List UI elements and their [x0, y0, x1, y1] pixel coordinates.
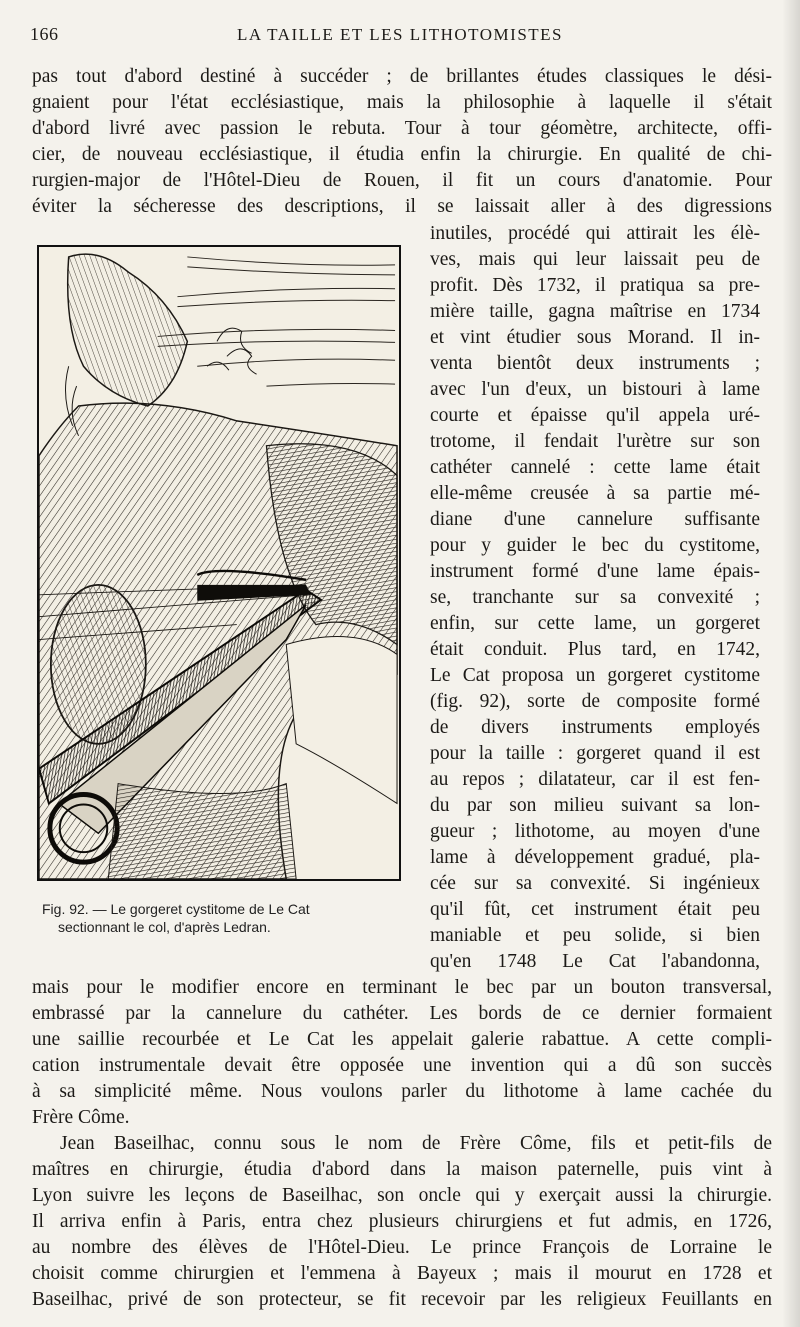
text-line: à sa simplicité même. Nous voulons parler du lithotome à lame cachée du — [32, 1081, 772, 1102]
text-line: inutiles, procédé qui attirait les élè- — [430, 223, 760, 244]
text-line: qu'en 1748 Le Cat l'abandonna, — [430, 951, 760, 972]
text-line: trotome, il fendait l'urètre sur son — [430, 431, 760, 452]
text-line: se, tranchante sur sa convexité ; — [430, 587, 760, 608]
text-line: Frère Côme. — [32, 1107, 130, 1128]
text-line: instrument formé d'une lame épais- — [430, 561, 760, 582]
text-line: enfin, sur cette lame, un gorgeret — [430, 613, 760, 634]
figure-caption — [42, 900, 402, 936]
text-line: maîtres en chirurgie, étudia d'abord dans la maison paternelle, puis vint à — [32, 1159, 772, 1180]
running-title: LA TAILLE ET LES LITHOTOMISTES — [236, 25, 563, 44]
text-line: une saillie recourbée et Le Cat les appelait galerie rabattue. A cette compli- — [32, 1029, 772, 1050]
text-line: était conduit. Plus tard, en 1742, — [430, 639, 760, 660]
text-line: et vint étudier sous Morand. Il in- — [430, 327, 760, 348]
text-line: Baseilhac, privé de son protecteur, se fit recevoir par les religieux Feuillants en — [32, 1289, 772, 1310]
text-line: mière taille, gagna maîtrise en 1734 — [430, 301, 760, 322]
caption-line-1: Fig. 92. — Le gorgeret cystitome de Le Cat — [42, 901, 310, 917]
text-line: du par son milieu suivant sa lon- — [430, 795, 760, 816]
text-line: diane d'une cannelure suffisante — [430, 509, 760, 530]
text-line: pour y guider le bec du cystitome, — [430, 535, 760, 556]
text-line: Jean Baseilhac, connu sous le nom de Frère Côme, fils et petit-fils de — [60, 1133, 772, 1154]
anatomical-engraving — [39, 247, 399, 879]
text-line: rurgien-major de l'Hôtel-Dieu de Rouen, il fit un cours d'anatomie. Pour — [32, 170, 772, 191]
caption-line-2: sectionnant le col, d'après Ledran. — [58, 919, 271, 935]
text-line: cée sur sa convexité. Si ingénieux — [430, 873, 760, 894]
page-number: 166 — [30, 24, 59, 44]
text-line: cier, de nouveau ecclésiastique, il étudia enfin la chirurgie. En qualité de chi- — [32, 144, 772, 165]
figure-92-illustration — [37, 245, 401, 881]
text-line: au repos ; dilatateur, car il est fen- — [430, 769, 760, 790]
text-line: embrassé par la cannelure du cathéter. Les bords de ce dernier formaient — [32, 1003, 772, 1024]
text-line: mais pour le modifier encore en terminant le bec par un bouton transversal, — [32, 977, 772, 998]
text-line: de divers instruments employés — [430, 717, 760, 738]
text-line: profit. Dès 1732, il pratiqua sa pre- — [430, 275, 760, 296]
text-line: venta bientôt deux instruments ; — [430, 353, 760, 374]
text-line: Lyon suivre les leçons de Baseilhac, son oncle qui y exerçait aussi la chirurgie. — [32, 1185, 772, 1206]
text-line: Le Cat proposa un gorgeret cystitome — [430, 665, 760, 686]
page-header — [30, 22, 770, 52]
text-line: choisit comme chirurgien et l'emmena à Bayeux ; mais il mourut en 1728 et — [32, 1263, 772, 1284]
text-line: Il arriva enfin à Paris, entra chez plusieurs chirurgiens et fut admis, en 1726, — [32, 1211, 772, 1232]
text-line: qu'il fût, cet instrument était peu — [430, 899, 760, 920]
text-line: ves, mais qui leur laissait peu de — [430, 249, 760, 270]
scan-edge-shadow — [782, 0, 800, 1327]
text-line: cathéter cannelé : cette lame était — [430, 457, 760, 478]
text-line: gnaient pour l'état ecclésiastique, mais la philosophie à laquelle il s'était — [32, 92, 772, 113]
text-line: cation instrumentale devait être opposée une invention qui a dû son succès — [32, 1055, 772, 1076]
text-line: maniable et peu solide, si bien — [430, 925, 760, 946]
text-line: éviter la sécheresse des descriptions, il se laissait aller à des digressions — [32, 196, 772, 217]
text-line: d'abord livré avec passion le rebuta. Tour à tour géomètre, architecte, offi- — [32, 118, 772, 139]
text-line: gueur ; lithotome, au moyen d'une — [430, 821, 760, 842]
text-line: (fig. 92), sorte de composite formé — [430, 691, 760, 712]
text-line: pas tout d'abord destiné à succéder ; de brillantes études classiques le dési- — [32, 66, 772, 87]
text-line: avec l'un d'eux, un bistouri à lame — [430, 379, 760, 400]
text-line: lame à développement gradué, pla- — [430, 847, 760, 868]
text-line: courte et épaisse qu'il appela uré- — [430, 405, 760, 426]
text-line: pour la taille : gorgeret quand il est — [430, 743, 760, 764]
text-line: elle-même creusée à sa partie mé- — [430, 483, 760, 504]
text-line: au nombre des élèves de l'Hôtel-Dieu. Le prince François de Lorraine le — [32, 1237, 772, 1258]
